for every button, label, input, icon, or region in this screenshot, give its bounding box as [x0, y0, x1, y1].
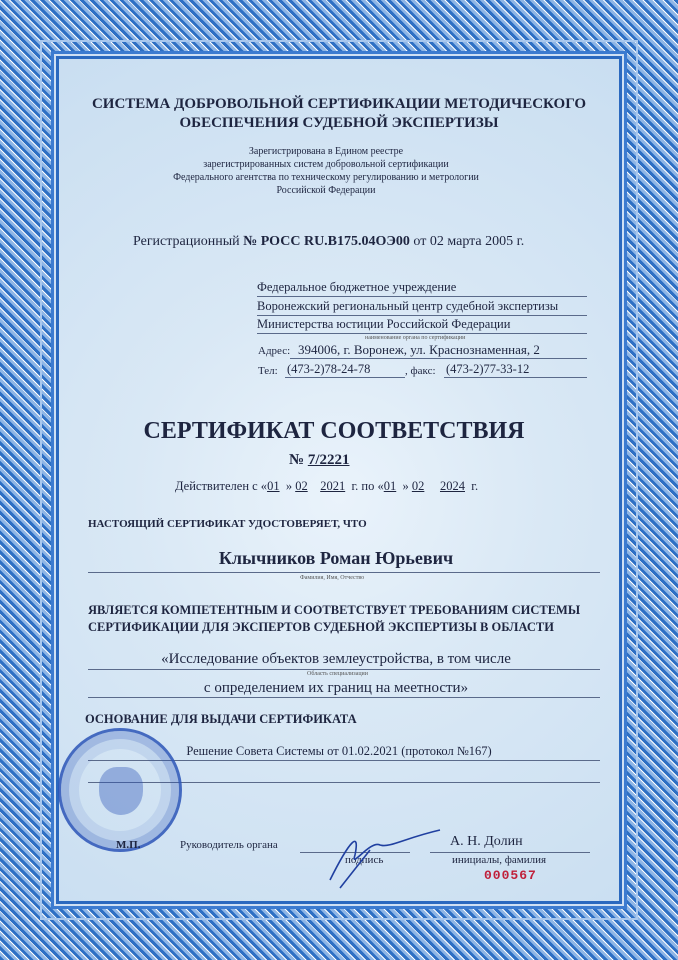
stamp-label: М.П.	[116, 839, 141, 851]
to-label: г. по «	[351, 479, 384, 493]
address-value: 394006, г. Воронеж, ул. Краснознаменная, 2	[298, 342, 540, 357]
org-line3: Министерства юстиции Российской Федерации	[257, 317, 511, 331]
from-year: 2021	[320, 479, 346, 493]
certificate-title: СЕРТИФИКАТ СООТВЕТСТВИЯ	[143, 418, 525, 444]
signature-icon	[310, 810, 450, 890]
quote-close: »	[285, 479, 293, 493]
certificate-number	[289, 452, 350, 469]
registration-prefix: Регистрационный	[133, 234, 240, 249]
competent-line2: СЕРТИФИКАЦИИ ДЛЯ ЭКСПЕРТОВ СУДЕБНОЙ ЭКСПЕРТИЗЫ В ОБЛАСТИ	[88, 620, 554, 634]
coat-of-arms-icon	[99, 767, 143, 815]
registry-line1: Зарегистрирована в Едином реестре	[248, 146, 404, 157]
registration-code: № РОСС RU.B175.04ОЭ00	[243, 234, 410, 249]
org-line2: Воронежский региональный центр судебной экспертизы	[257, 299, 559, 313]
org-line1: Федеральное бюджетное учреждение	[257, 280, 457, 294]
certifies-text: НАСТОЯЩИЙ СЕРТИФИКАТ УДОСТОВЕРЯЕТ, ЧТО	[88, 518, 367, 530]
registry-line4: Российской Федерации	[276, 185, 376, 196]
address-label: Адрес:	[258, 345, 291, 357]
fax-value: (473-2)77-33-12	[446, 362, 530, 376]
number-value: 7/2221	[307, 452, 350, 468]
system-title-line2: ОБЕСПЕЧЕНИЯ СУДЕБНОЙ ЭКСПЕРТИЗЫ	[179, 115, 499, 131]
field-caption: Область специализации	[307, 671, 368, 677]
holder-name: Клычников Роман Юрьевич	[218, 548, 454, 568]
competent-line1: ЯВЛЯЕТСЯ КОМПЕТЕНТНЫМ И СООТВЕТСТВУЕТ ТРЕБОВАНИЯМ СИСТЕМЫ	[88, 603, 581, 617]
registry-line2: зарегистрированных систем добровольной сертификации	[203, 159, 449, 170]
registration-date: от 02 марта 2005 г.	[413, 234, 525, 249]
phone-label: Тел:	[258, 365, 278, 377]
to-day: 01	[383, 479, 397, 493]
official-stamp	[58, 728, 182, 852]
number-label: №	[289, 452, 305, 468]
serial-number: 000567	[484, 868, 537, 883]
validity-period	[175, 480, 478, 494]
registry-line3: Федерального агентства по техническому регулированию и метрологии	[173, 172, 479, 183]
head-name: А. Н. Долин	[450, 834, 523, 849]
field-line1: «Исследование объектов землеустройства, в том числе	[161, 651, 511, 667]
year-suffix: г.	[471, 479, 479, 493]
org-caption: наименование органа по сертификации	[365, 335, 466, 341]
to-year: 2024	[439, 479, 465, 493]
phone-value: (473-2)78-24-78	[287, 362, 371, 376]
quote-close: »	[402, 479, 409, 493]
head-label: Руководитель органа	[180, 839, 278, 851]
to-month: 02	[411, 479, 425, 493]
from-day: 01	[267, 479, 280, 493]
basis-title: ОСНОВАНИЕ ДЛЯ ВЫДАЧИ СЕРТИФИКАТА	[85, 712, 357, 726]
registration-number	[133, 234, 524, 249]
fax-label: , факс:	[405, 365, 436, 377]
basis-text: Решение Совета Системы от 01.02.2021 (протокол №167)	[186, 744, 492, 758]
field-line2: с определением их границ на меетности»	[203, 680, 469, 696]
name-caption-footer: инициалы, фамилия	[452, 854, 547, 866]
system-title-line1: СИСТЕМА ДОБРОВОЛЬНОЙ СЕРТИФИКАЦИИ МЕТОДИЧЕСКОГО	[91, 96, 587, 112]
signature-caption: подпись	[345, 854, 384, 866]
name-caption: Фамилия, Имя, Отчество	[300, 575, 365, 581]
valid-label: Действителен с «	[175, 479, 268, 493]
from-month: 02	[295, 479, 308, 493]
